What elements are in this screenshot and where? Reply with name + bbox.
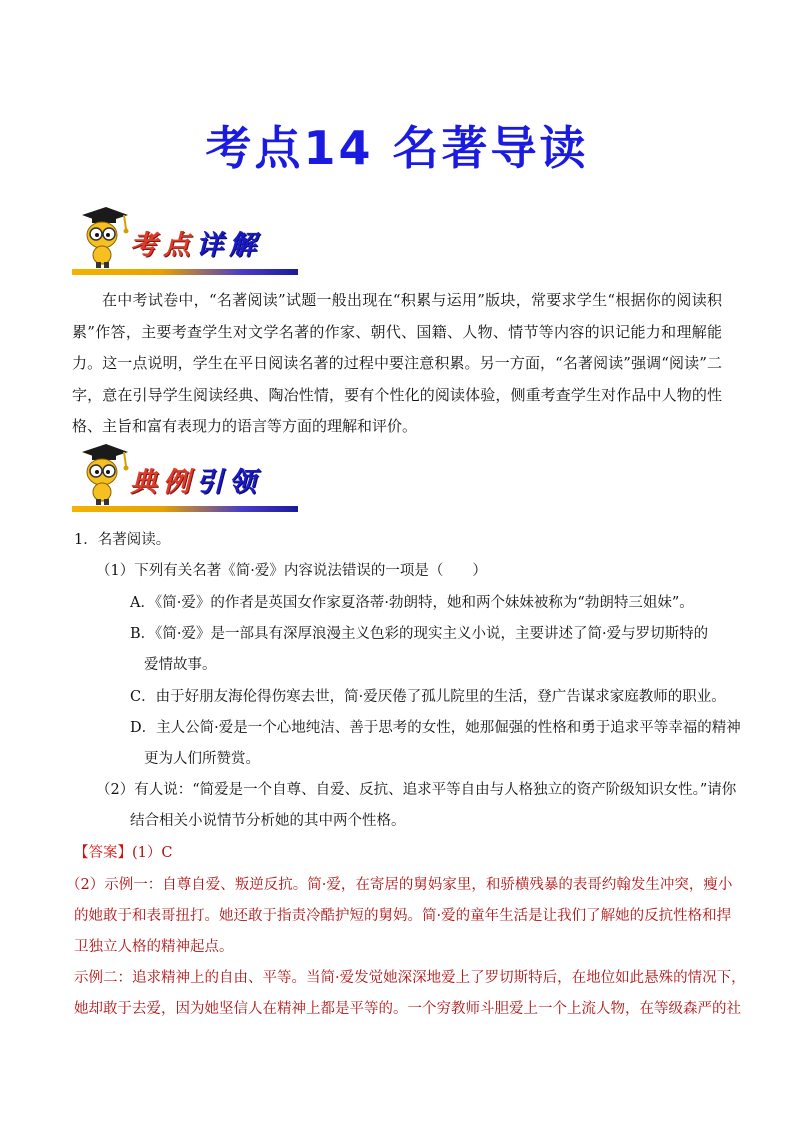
section-header-dianli xyxy=(72,442,298,512)
option-a: A．《简·爱》的作者是英国女作家夏洛蒂·勃朗特，她和两个妹妹被称为“勃朗特三姐妹”。 xyxy=(130,595,694,611)
graduate-mascot-icon xyxy=(72,442,132,506)
section-title-part1: 考点 xyxy=(130,230,196,261)
question-part2-cont: 结合相关小说情节分析她的其中两个性格。 xyxy=(130,813,406,829)
answer-text-line: （2）示例一：自尊自爱、叛逆反抗。简·爱，在寄居的舅妈家里，和骄横残暴的表哥约翰发生冲突，瘦小 xyxy=(66,877,733,893)
question-number: 1．名著阅读。 xyxy=(74,532,171,548)
answer-text-line: 她却敢于去爱，因为她坚信人在精神上都是平等的。一个穷教师斗胆爱上一个上流人物，在等级森严的社 xyxy=(74,1001,741,1017)
option-d: D．主人公简·爱是一个心地纯洁、善于思考的女性，她那倔强的性格和勇于追求平等幸福的精神 xyxy=(130,720,741,736)
section-title-part2: 详解 xyxy=(196,230,262,261)
answer-text-line: 示例二：追求精神上的自由、平等。当简·爱发觉她深深地爱上了罗切斯特后，在地位如此悬殊的情况下， xyxy=(74,970,746,986)
question-part2: （2）有人说：“简爱是一个自尊、自爱、反抗、追求平等自由与人格独立的资产阶级知识女性。”请你 xyxy=(96,782,737,798)
section-title-part2: 引领 xyxy=(196,467,262,498)
answer-part1: (1）C xyxy=(132,845,173,861)
section-title xyxy=(130,460,262,499)
answer-tag: 【答案】 xyxy=(74,845,132,861)
graduate-mascot-icon xyxy=(72,205,132,269)
section-underline xyxy=(72,269,298,275)
section-title xyxy=(130,223,262,262)
section-header-kaodian xyxy=(72,205,298,275)
intro-paragraph: 在中考试卷中，“名著阅读”试题一般出现在“积累与运用”版块，常要求学生“根据你的阅读积累”作答，主要考查学生对文学名著的作家、朝代、国籍、人物、情节等内容的识记能力和理解能力。这一点说明，学生在平日阅读名著的过程中要注意积累。另一方面，“名著阅读”强调“阅读”二字，意在引导学生阅读经典、陶冶性情，要有个性化的阅读体验，侧重考查学生对作品中人物的性格、主旨和富有表现力的语言等方面的理解和评价。 xyxy=(72,291,722,435)
section-title-part1: 典例 xyxy=(130,467,196,498)
answer-line xyxy=(74,841,172,862)
section-underline xyxy=(72,506,298,512)
question-part1: （1）下列有关名著《简·爱》内容说法错误的一项是（ ） xyxy=(96,563,487,579)
page-title: 考点14 名著导读 xyxy=(205,121,589,175)
option-d-cont: 更为人们所赞赏。 xyxy=(144,751,260,767)
option-b: B．《简·爱》是一部具有深厚浪漫主义色彩的现实主义小说，主要讲述了简·爱与罗切斯特的 xyxy=(130,626,709,642)
option-c: C．由于好朋友海伦得伤寒去世，简·爱厌倦了孤儿院里的生活，登广告谋求家庭教师的职业。 xyxy=(130,689,726,705)
option-b-cont: 爱情故事。 xyxy=(144,657,217,673)
answer-text-line: 的她敢于和表哥扭打。她还敢于指责冷酷护短的舅妈。简·爱的童年生活是让我们了解她的反抗性格和捍 xyxy=(74,908,732,924)
answer-text-line: 卫独立人格的精神起点。 xyxy=(74,939,234,955)
